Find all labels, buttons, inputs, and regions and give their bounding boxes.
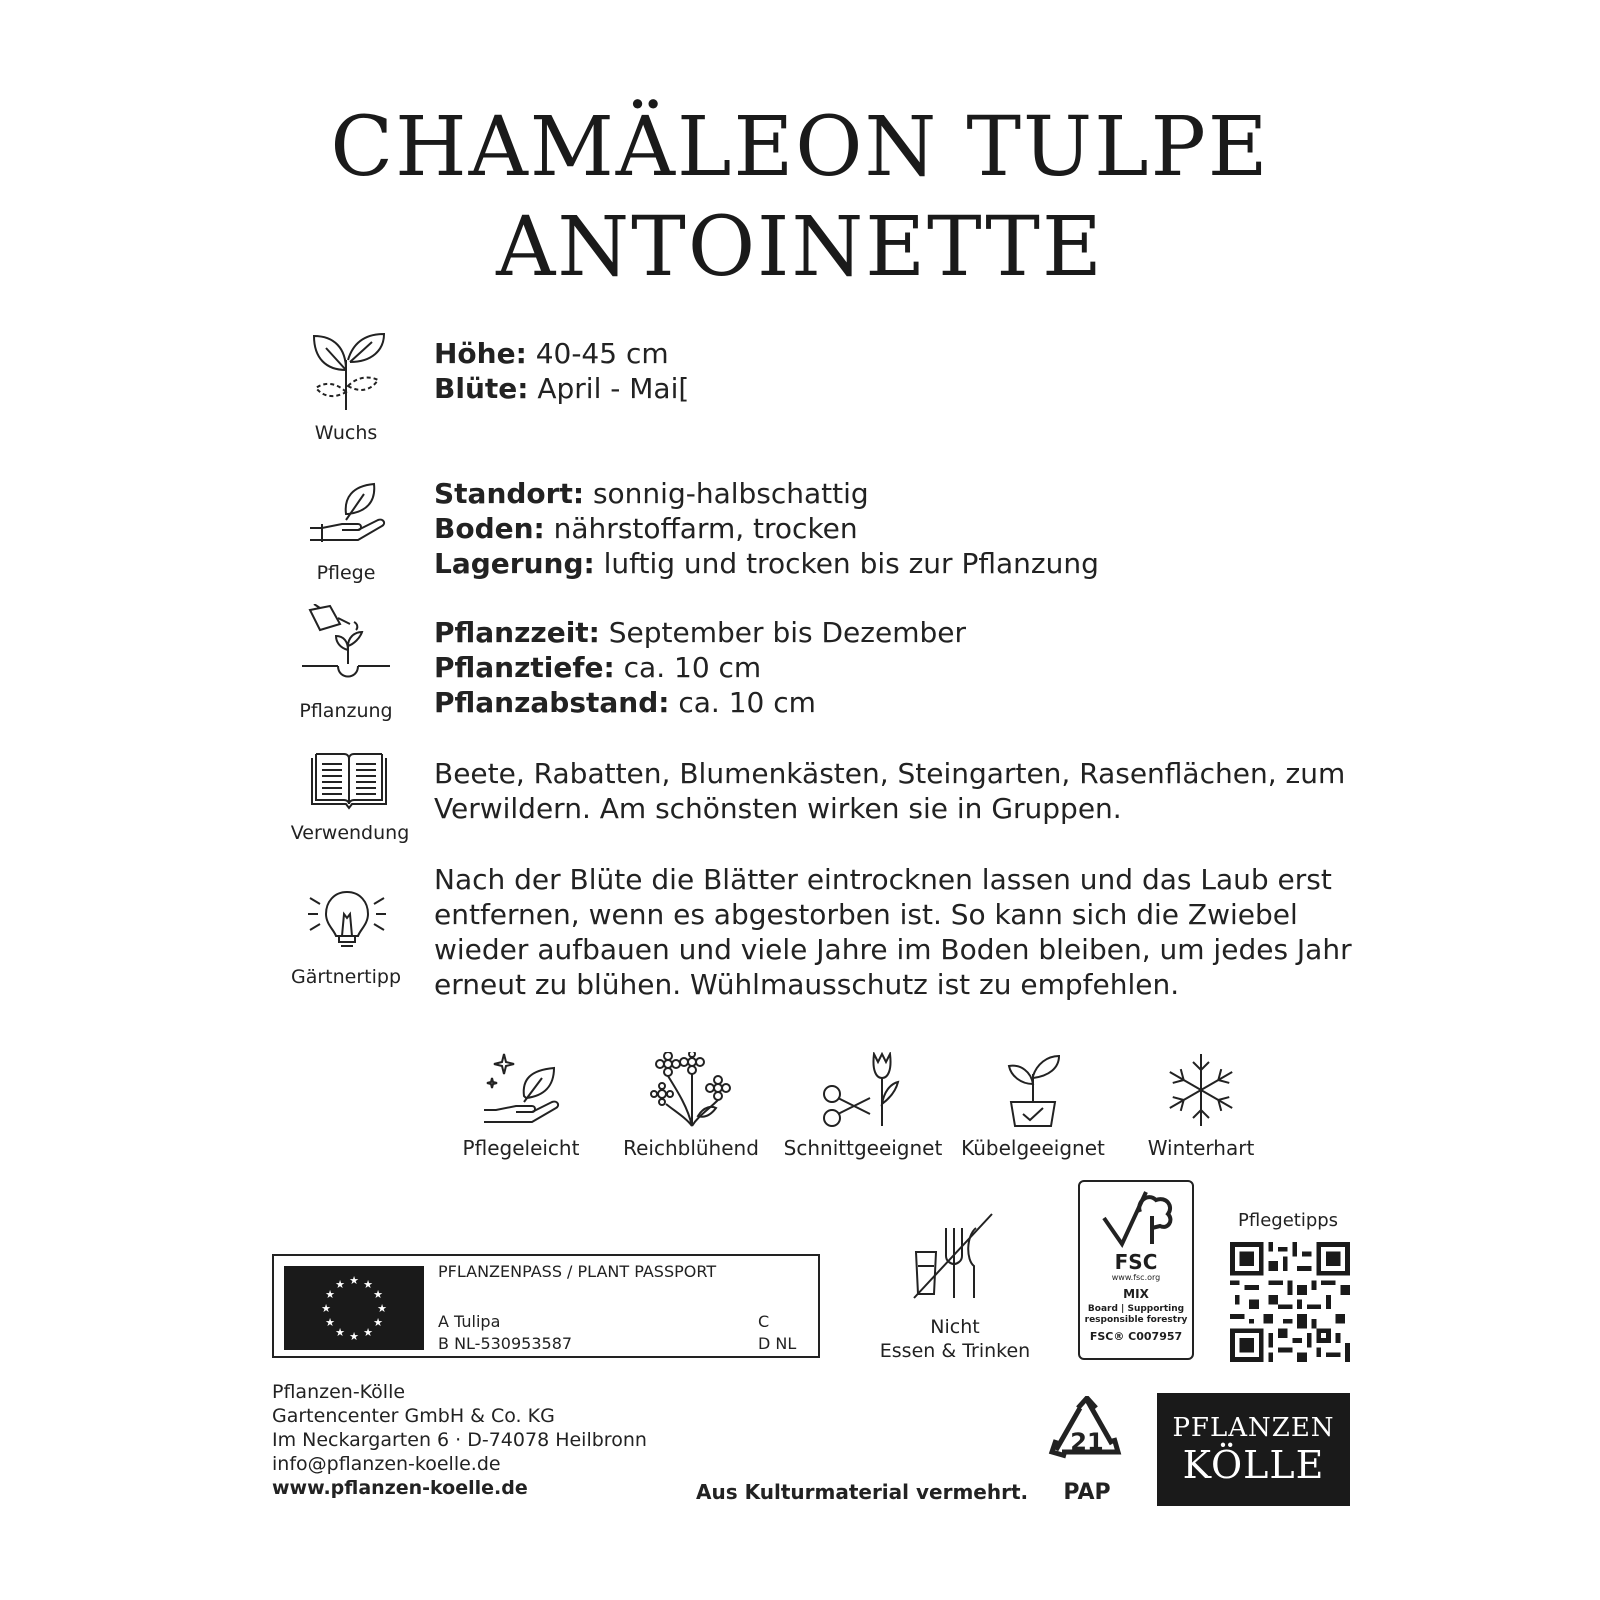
recycling-code: PAP — [1063, 1480, 1111, 1505]
svg-text:★: ★ — [325, 1288, 335, 1301]
fsc-claim-1: Board | Supporting — [1087, 1304, 1185, 1314]
light-bulb-icon — [306, 888, 388, 962]
flowers-icon — [648, 1052, 734, 1128]
svg-text:★: ★ — [363, 1278, 373, 1291]
svg-text:★: ★ — [325, 1316, 335, 1329]
pflege-info — [434, 476, 1099, 581]
open-book-icon — [310, 750, 388, 810]
feature-pflegeleicht — [436, 1052, 606, 1160]
verwendung-info: Beete, Rabatten, Blumenkästen, Steingarten, Rasenflächen, zum Verwildern. Am schönsten wirken sie in Gruppen. — [434, 757, 1346, 825]
eu-flag-icon — [284, 1266, 424, 1350]
recycling-number: 21 — [1070, 1428, 1104, 1456]
pflanztiefe-line: Pflanztiefe: ca. 10 cm — [434, 651, 762, 684]
verwendung-label: Verwendung — [290, 822, 410, 844]
passport-c: C — [758, 1312, 770, 1331]
svg-text:★: ★ — [335, 1278, 345, 1291]
gaertnertipp-label: Gärtnertipp — [290, 966, 402, 988]
pflanzung-label: Pflanzung — [299, 700, 393, 722]
svg-text:★: ★ — [377, 1302, 387, 1315]
pflanzabstand-line: Pflanzabstand: ca. 10 cm — [434, 686, 816, 719]
company-line-2: Gartencenter GmbH & Co. KG — [272, 1405, 555, 1427]
svg-text:★: ★ — [349, 1330, 359, 1343]
passport-a: A Tulipa — [438, 1312, 501, 1331]
pflege-label: Pflege — [316, 562, 376, 584]
company-name: Pflanzen-Kölle — [272, 1381, 406, 1403]
fsc-tree-check-icon — [1096, 1188, 1176, 1252]
fsc-code: FSC® C007957 — [1089, 1330, 1183, 1343]
feature-label: Schnittgeeignet — [783, 1136, 943, 1160]
feature-reichbluehend — [606, 1052, 776, 1160]
boden-line: Boden: nährstoffarm, trocken — [434, 512, 858, 545]
fsc-name: FSC — [1114, 1250, 1158, 1274]
feature-label: Pflegeleicht — [462, 1136, 580, 1160]
not-food-text: Nicht Essen & Trinken — [879, 1316, 1031, 1362]
scissors-tulip-icon — [820, 1052, 906, 1128]
feature-label: Reichblühend — [623, 1136, 759, 1160]
wuchs-info — [434, 336, 689, 406]
pflanzung-info — [434, 615, 966, 720]
fsc-url: www.fsc.org — [1111, 1273, 1161, 1282]
svg-text:★: ★ — [363, 1326, 373, 1339]
pflanzen-koelle-logo: PFLANZEN KÖLLE — [1157, 1393, 1350, 1506]
product-title-line-1: CHAMÄLEON TULPE — [330, 100, 1270, 195]
company-email[interactable]: info@pflanzen-koelle.de — [272, 1453, 501, 1475]
fsc-mix: MIX — [1123, 1287, 1149, 1301]
company-address — [272, 1380, 647, 1500]
svg-text:★: ★ — [349, 1274, 359, 1287]
plant-passport — [272, 1254, 820, 1358]
feature-winterhart — [1116, 1052, 1286, 1160]
potted-plant-icon — [1003, 1052, 1063, 1128]
snowflake-icon — [1163, 1052, 1239, 1128]
feature-label: Winterhart — [1147, 1136, 1255, 1160]
company-street: Im Neckargarten 6 · D-74078 Heilbronn — [272, 1429, 647, 1451]
bluete-line: Blüte: April - Mai[ — [434, 372, 690, 405]
fsc-label — [1078, 1180, 1194, 1360]
feature-kuebelgeeignet — [948, 1052, 1118, 1160]
passport-d: D NL — [758, 1334, 797, 1353]
product-title-line-2: ANTOINETTE — [496, 200, 1104, 295]
wuchs-label: Wuchs — [314, 422, 378, 444]
hand-leaf-icon — [308, 480, 388, 546]
qr-label: Pflegetipps — [1238, 1210, 1339, 1231]
feature-label: Kübelgeeignet — [961, 1136, 1105, 1160]
qr-code-icon[interactable] — [1230, 1242, 1350, 1366]
fsc-claim-2: responsible forestry — [1084, 1315, 1188, 1325]
lagerung-line: Lagerung: luftig und trocken bis zur Pflanzung — [434, 547, 1099, 580]
passport-b: B NL-530953587 — [438, 1334, 573, 1353]
svg-text:★: ★ — [373, 1288, 383, 1301]
svg-text:★: ★ — [373, 1316, 383, 1329]
gaertnertipp-info: Nach der Blüte die Blätter eintrocknen lassen und das Laub erst entfernen, wenn es abgestorben ist. So kann sich die Zwiebel wieder aufbauen und viele Jahre im Boden bleiben, um jedes Jahr erneut zu blühen. Wühlmausschutz ist zu empfehlen. — [434, 863, 1352, 1001]
no-food-drink-icon — [910, 1212, 994, 1300]
svg-text:★: ★ — [335, 1326, 345, 1339]
company-website[interactable]: www.pflanzen-koelle.de — [272, 1477, 528, 1499]
origin-note: Aus Kulturmaterial vermehrt. — [696, 1480, 1029, 1504]
passport-heading: PFLANZENPASS / PLANT PASSPORT — [438, 1262, 717, 1281]
svg-text:★: ★ — [321, 1302, 331, 1315]
standort-line: Standort: sonnig-halbschattig — [434, 477, 869, 510]
sparkle-hand-leaf-icon — [482, 1052, 560, 1128]
watering-can-icon — [300, 604, 392, 686]
pflanzzeit-line: Pflanzzeit: September bis Dezember — [434, 616, 966, 649]
feature-schnittgeeignet — [778, 1052, 948, 1160]
hoehe-line: Höhe: 40-45 cm — [434, 337, 669, 370]
plant-sprout-icon — [306, 330, 386, 412]
